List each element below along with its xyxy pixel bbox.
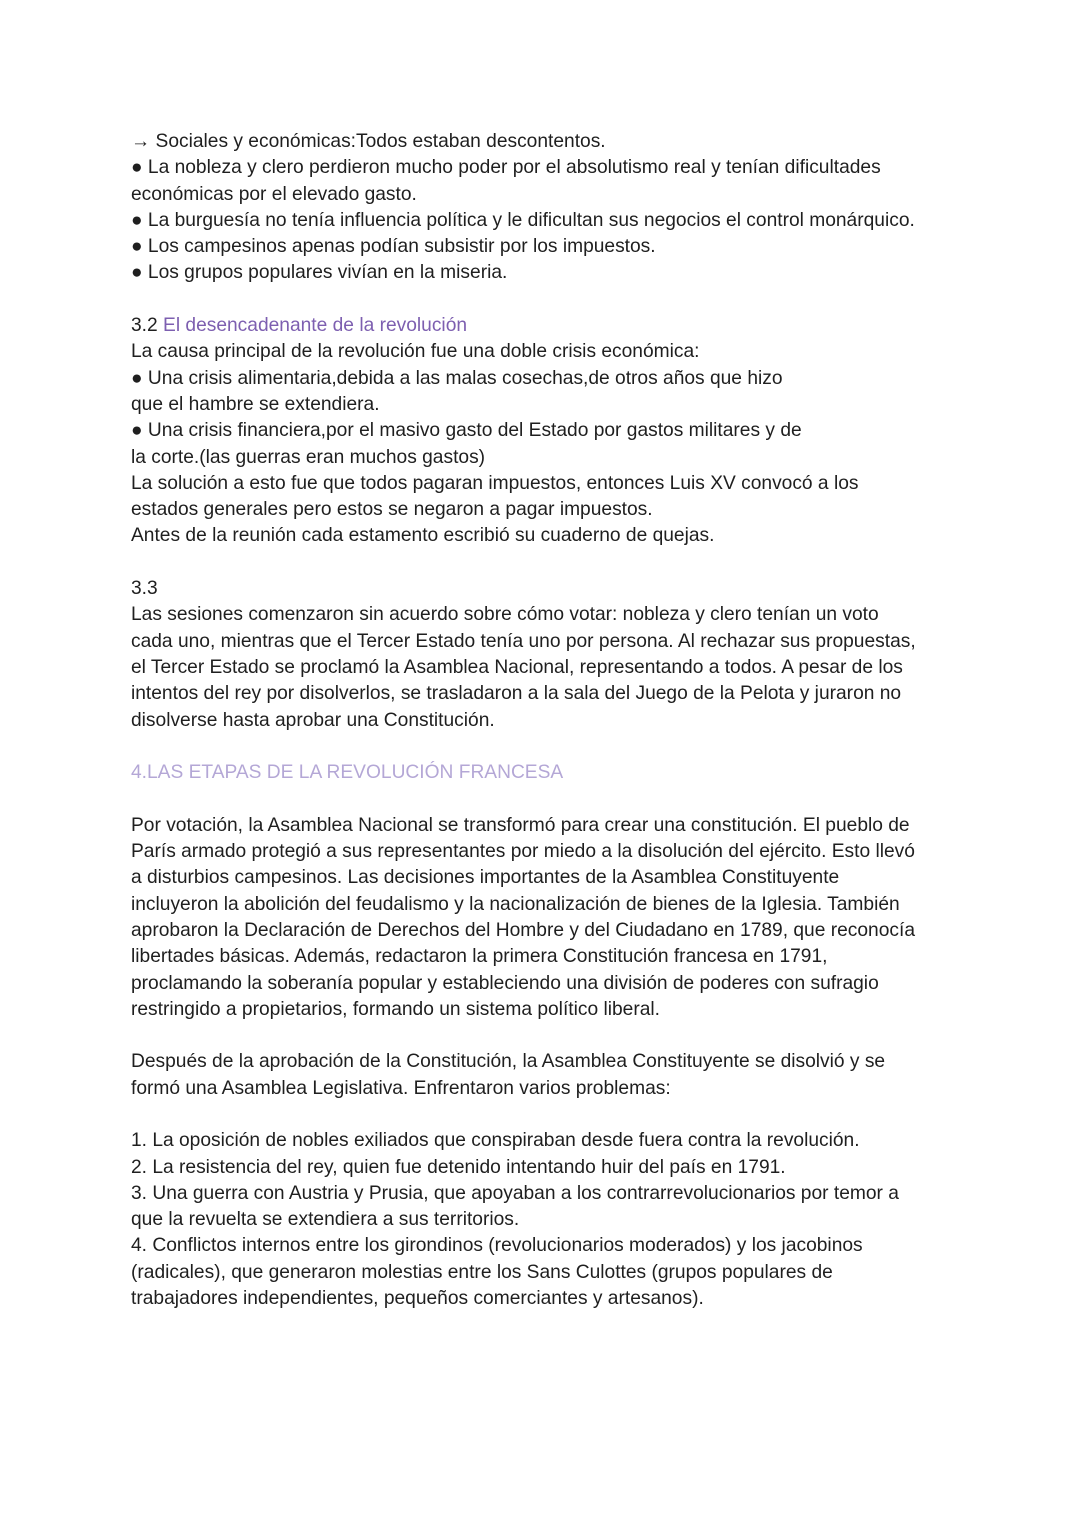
section-3-3 — [131, 576, 961, 734]
paragraph-line: proclamando la soberanía popular y estableciendo una división de poderes con sufragio — [131, 972, 879, 994]
section-3-2-line: la corte.(las guerras eran muchos gastos) — [131, 446, 486, 468]
intro-heading: → Sociales y económicas:Todos estaban descontentos. — [131, 131, 606, 152]
intro-bullet — [131, 208, 961, 234]
spacer — [131, 550, 961, 576]
section-3-3-line: cada uno, mientras que el Tercer Estado tenía uno por persona. Al rechazar sus propuestas, — [131, 630, 916, 652]
paragraph-line: Después de la aprobación de la Constitución, la Asamblea Constituyente se disolvió y se — [131, 1051, 886, 1073]
section-3-3-line: Las sesiones comenzaron sin acuerdo sobre cómo votar: nobleza y clero tenían un voto — [131, 604, 879, 626]
section-3-2-line: ● Una crisis financiera,por el masivo gasto del Estado por gastos militares y de — [131, 420, 802, 442]
paragraph-line: aprobaron la Declaración de Derechos del Hombre y del Ciudadano en 1789, que reconocía — [131, 919, 915, 941]
intro-bullet-line: ● Los grupos populares vivían en la miseria. — [131, 262, 508, 284]
section-4-paragraph-2 — [131, 1049, 961, 1102]
intro-bullet — [131, 234, 961, 260]
section-3-3-line: disolverse hasta aprobar una Constitución. — [131, 709, 495, 731]
list-item-line: 4. Conflictos internos entre los girondinos (revolucionarios moderados) y los jacobinos — [131, 1235, 863, 1257]
problems-list — [131, 1128, 961, 1312]
section-4-paragraph-1 — [131, 813, 961, 1023]
document-page — [131, 129, 961, 1312]
spacer — [131, 1102, 961, 1128]
section-3-3-line: intentos del rey por disolverlos, se trasladaron a la sala del Juego de la Pelota y juraron no — [131, 683, 902, 705]
section-3-2-line: que el hambre se extendiera. — [131, 393, 380, 415]
section-3-2-number: 3.2 — [131, 315, 164, 337]
intro-bullet-line: ● La nobleza y clero perdieron mucho poder por el absolutismo real y tenían dificultades — [131, 157, 881, 179]
section-3-2-line: La causa principal de la revolución fue una doble crisis económica: — [131, 341, 700, 363]
spacer — [131, 734, 961, 760]
list-item-line: que la revuelta se extendiera a sus territorios. — [131, 1209, 520, 1231]
list-item-line: trabajadores independientes, pequeños comerciantes y artesanos). — [131, 1288, 704, 1310]
spacer — [131, 786, 961, 812]
paragraph-line: incluyeron la abolición del feudalismo y la nacionalización de bienes de la Iglesia. También — [131, 893, 900, 915]
paragraph-line: a disturbios campesinos. Las decisiones importantes de la Asamblea Constituyente — [131, 867, 840, 889]
list-item — [131, 1181, 961, 1234]
intro-section — [131, 129, 961, 287]
section-3-2-title: El desencadenante de la revolución — [163, 315, 468, 337]
section-3-3-number: 3.3 — [131, 578, 158, 600]
list-item-line: 1. La oposición de nobles exiliados que conspiraban desde fuera contra la revolución. — [131, 1130, 860, 1152]
section-3-2 — [131, 313, 961, 550]
section-3-2-line: Antes de la reunión cada estamento escribió su cuaderno de quejas. — [131, 525, 715, 547]
list-item — [131, 1233, 961, 1312]
section-4 — [131, 760, 961, 1312]
list-item-line: 2. La resistencia del rey, quien fue detenido intentando huir del país en 1791. — [131, 1156, 786, 1178]
list-item-line: (radicales), que generaron molestias entre los Sans Culottes (grupos populares de — [131, 1261, 833, 1283]
intro-bullet — [131, 260, 961, 286]
list-item — [131, 1155, 961, 1181]
spacer — [131, 1023, 961, 1049]
intro-bullet-line: económicas por el elevado gasto. — [131, 183, 417, 205]
intro-bullet — [131, 155, 961, 208]
paragraph-line: restringido a propietarios, formando un sistema político liberal. — [131, 998, 660, 1020]
paragraph-line: libertades básicas. Además, redactaron la primera Constitución francesa en 1791, — [131, 946, 828, 968]
section-4-title: 4.LAS ETAPAS DE LA REVOLUCIÓN FRANCESA — [131, 762, 564, 784]
section-3-2-line: La solución a esto fue que todos pagaran impuestos, entonces Luis XV convocó a los — [131, 472, 859, 494]
list-item — [131, 1128, 961, 1154]
section-3-2-line: estados generales pero estos se negaron a pagar impuestos. — [131, 499, 653, 521]
paragraph-line: París armado protegió a sus representantes por miedo a la disolución del ejército. Esto llevó — [131, 841, 915, 863]
paragraph-line: formó una Asamblea Legislativa. Enfrentaron varios problemas: — [131, 1077, 671, 1099]
spacer — [131, 287, 961, 313]
section-3-2-line: ● Una crisis alimentaria,debida a las malas cosechas,de otros años que hizo — [131, 367, 783, 389]
intro-bullet-line: ● La burguesía no tenía influencia política y le dificultan sus negocios el control monárquico. — [131, 209, 915, 231]
section-3-3-line: el Tercer Estado se proclamó la Asamblea Nacional, representando a todos. A pesar de los — [131, 656, 903, 678]
intro-bullet-line: ● Los campesinos apenas podían subsistir por los impuestos. — [131, 236, 656, 258]
section-3-2-heading — [131, 313, 961, 339]
paragraph-line: Por votación, la Asamblea Nacional se transformó para crear una constitución. El pueblo de — [131, 814, 910, 836]
list-item-line: 3. Una guerra con Austria y Prusia, que apoyaban a los contrarrevolucionarios por temor a — [131, 1182, 899, 1204]
